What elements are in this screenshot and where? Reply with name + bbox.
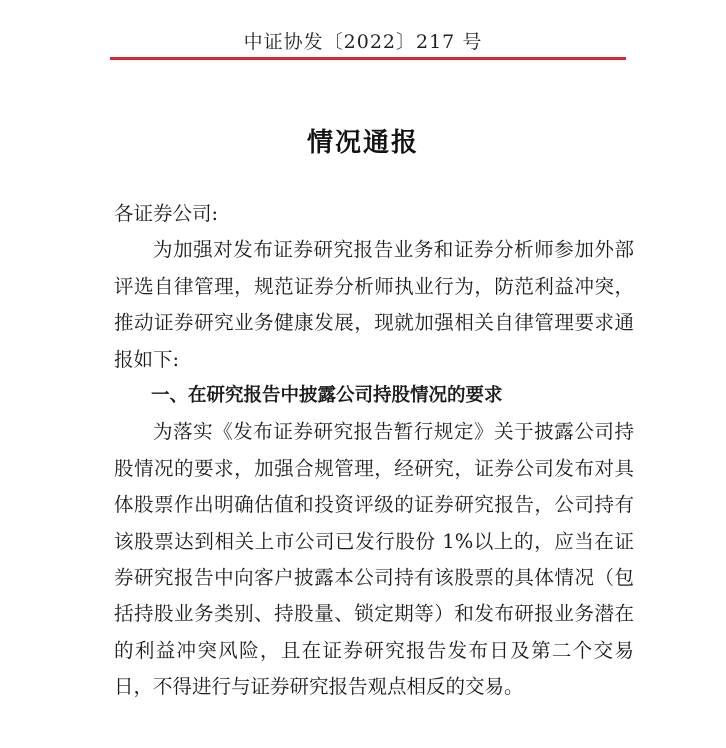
document-number: 中证协发〔2022〕217 号	[243, 31, 483, 53]
document-body	[114, 196, 634, 706]
section-1-paragraph: 为落实《发布证券研究报告暂行规定》关于披露公司持股情况的要求，加强合规管理，经研究，证券公司发布对具体股票作出明确估值和投资评级的证券研究报告，公司持有该股票达到相关上市公司已发行股份 1%以上的，应当在证券研究报告中向客户披露本公司持有该股票的具体情况（包括持股业务类别、持股量、锁定期等）和发布研报业务潜在的利益冲突风险，且在证券研究报告发布日及第二个交易日，不得进行与证券研究报告观点相反的交易。	[114, 420, 634, 699]
document-title: 情况通报	[306, 128, 419, 158]
section-1-heading: 一、在研究报告中披露公司持股情况的要求	[151, 385, 503, 407]
red-header-rule	[110, 57, 626, 60]
intro-paragraph: 为加强对发布证券研究报告业务和证券分析师参加外部评选自律管理，规范证券分析师执业行为，防范利益冲突，推动证券研究业务健康发展，现就加强相关自律管理要求通报如下:	[114, 238, 634, 371]
salutation: 各证券公司:	[114, 202, 219, 225]
